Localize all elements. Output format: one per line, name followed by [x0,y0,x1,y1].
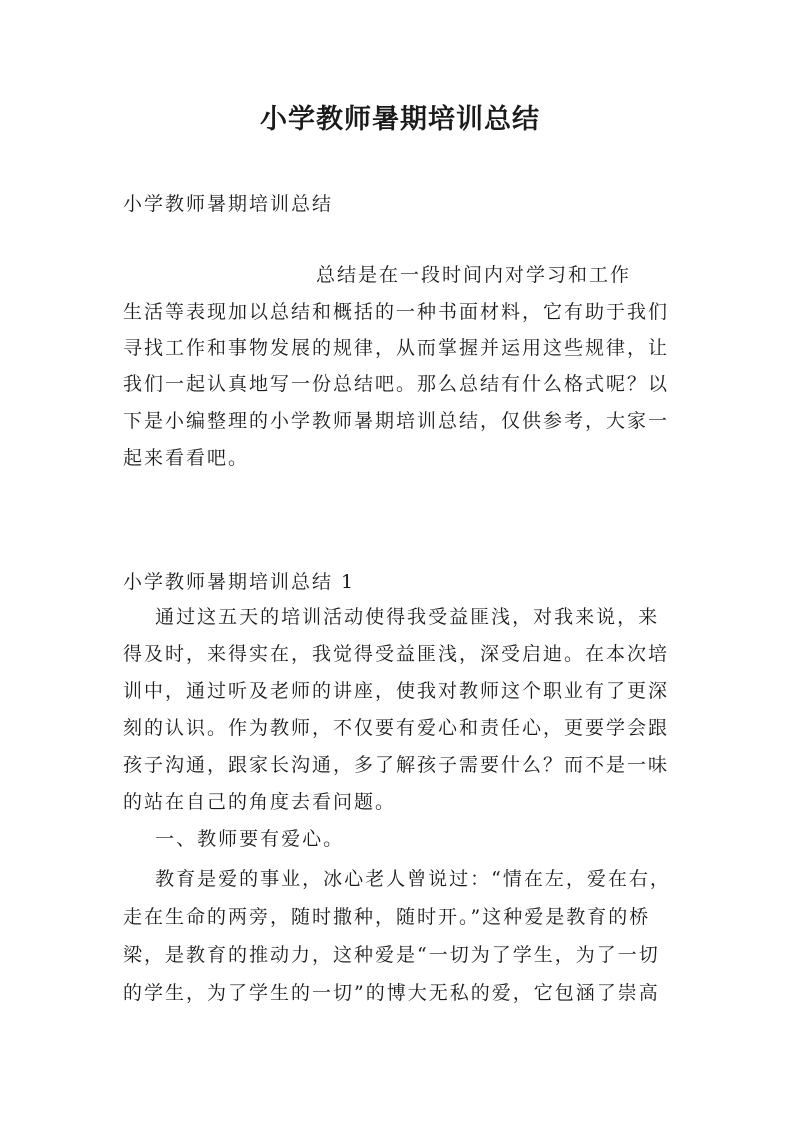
document-subtitle: 小学教师暑期培训总结 [123,193,334,215]
body-line: 走在生命的两旁，随时撒种，随时开。”这种爱是教育的桥 [123,906,651,928]
section-heading: 小学教师暑期培训总结 1 [123,571,356,593]
body-line: 得及时，来得实在，我觉得受益匪浅，深受启迪。在本次培 [123,643,670,665]
subheading-line: 一、教师要有爱心。 [123,828,345,850]
intro-line: 起来看看吧。 [123,447,250,469]
document-title: 小学教师暑期培训总结 [260,104,540,135]
intro-line: 总结是在一段时间内对学习和工作 [123,264,631,286]
body-line: 的站在自己的角度去看问题。 [123,791,397,813]
body-line: 的学生，为了学生的一切”的博大无私的爱，它包涵了崇高 [123,982,660,1004]
body-line: 训中，通过听及老师的讲座，使我对教师这个职业有了更深 [123,680,670,702]
body-line: 刻的认识。作为教师，不仅要有爱心和责任心，更要学会跟 [123,717,670,739]
body-line: 梁，是教育的推动力，这种爱是“一切为了学生，为了一切 [123,944,660,966]
body-line: 孩子沟通，跟家长沟通，多了解孩子需要什么？而不是一味 [123,754,670,776]
intro-line: 下是小编整理的小学教师暑期培训总结，仅供参考，大家一 [123,410,670,432]
intro-line: 我们一起认真地写一份总结吧。那么总结有什么格式呢？以 [123,373,670,395]
body-line: 教育是爱的事业，冰心老人曾说过：“情在左，爱在右， [123,868,671,890]
intro-line: 生活等表现加以总结和概括的一种书面材料，它有助于我们 [123,301,670,323]
body-line: 通过这五天的培训活动使得我受益匪浅，对我来说，来 [123,606,660,628]
intro-line: 寻找工作和事物发展的规律，从而掌握并运用这些规律，让 [123,337,670,359]
